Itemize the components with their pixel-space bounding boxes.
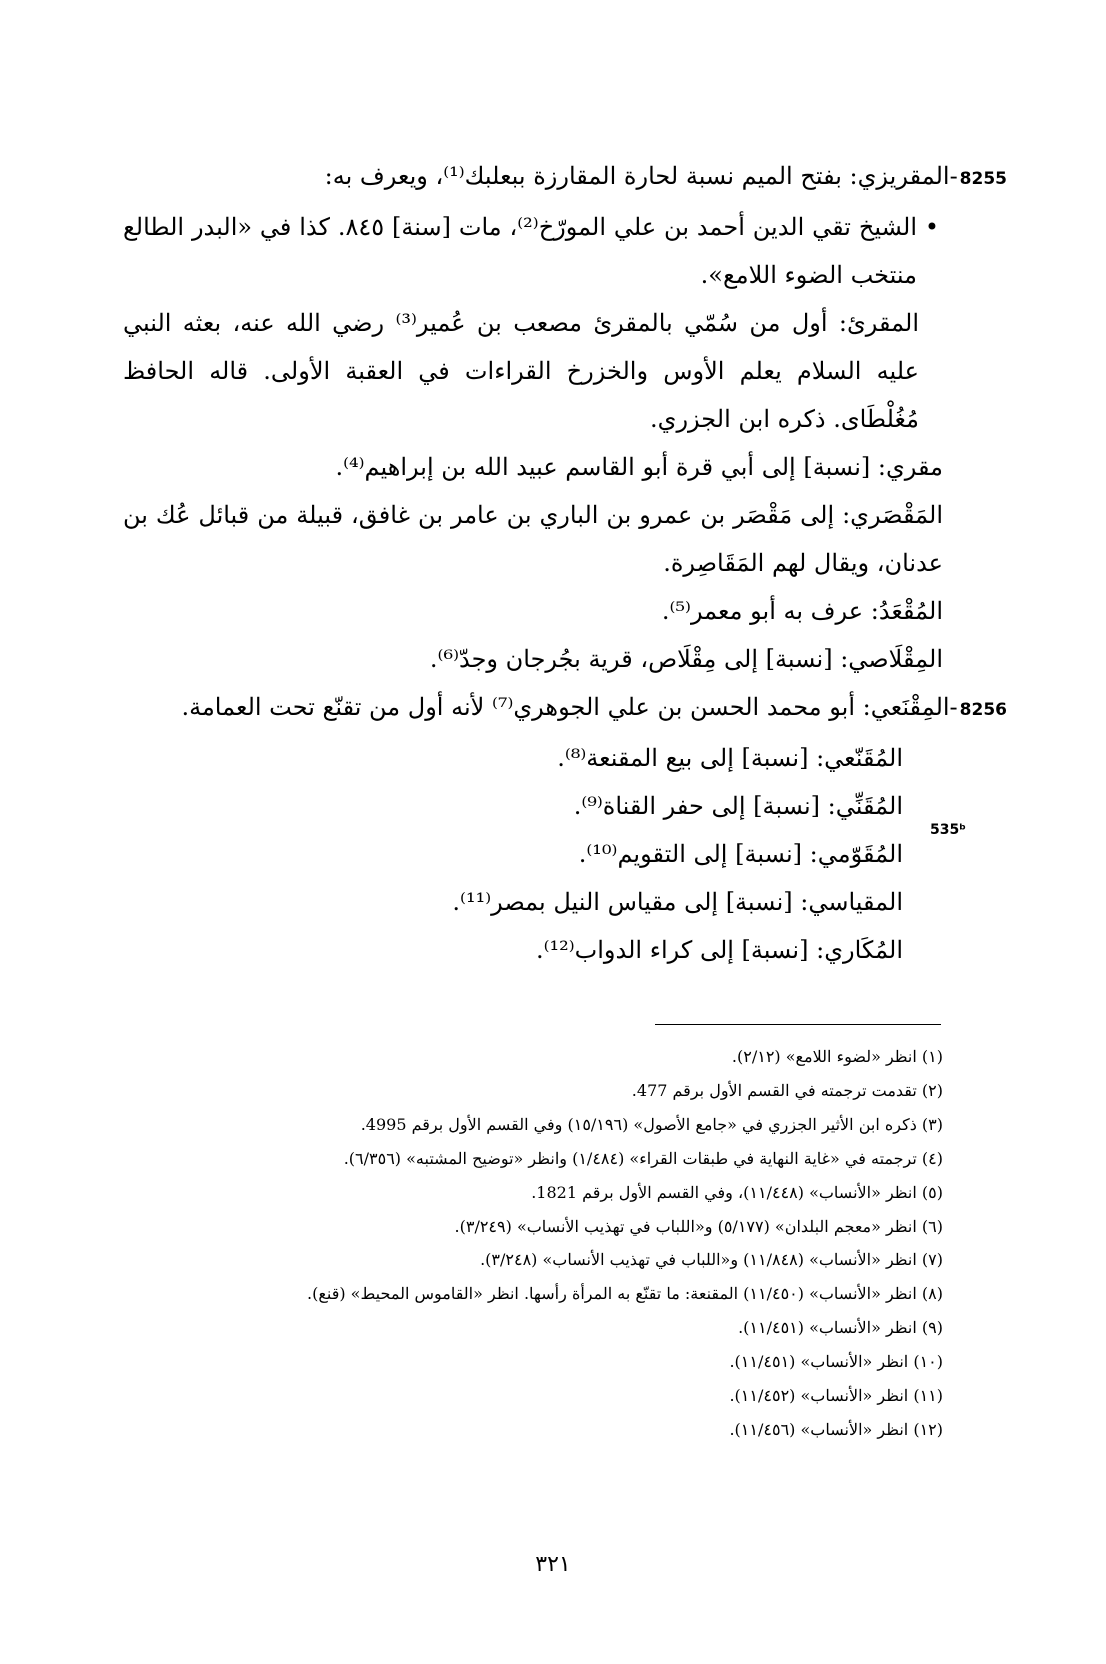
entry-text: المُقَوّمي: [نسبة] إلى التقويم⁽¹⁰⁾. (578, 840, 903, 868)
footnote: (١٢) انظر «الأنساب» (١١/٤٥٦). (729, 1419, 943, 1439)
entry-text: المُقْعَدُ: عرف به أبو معمر⁽⁵⁾. (661, 597, 943, 625)
entry-8256 (123, 683, 1007, 734)
entry-muqanni (123, 782, 943, 830)
footnote: (٤) ترجمته في «غاية النهاية في طبقات القراء» (١/٤٨٤) وانظر «توضيح المشتبه» (٦/٣٥٦). (343, 1148, 943, 1168)
entry-muqri (123, 299, 943, 443)
entry-muqawwimi (123, 830, 943, 878)
entry-text: المُقَنّعي: [نسبة] إلى بيع المقنعة⁽⁸⁾. (557, 744, 903, 772)
page-number: ٣٢١ (535, 1552, 571, 1577)
entry-number: 8255 (959, 169, 1007, 189)
footnote: (١٠) انظر «الأنساب» (١١/٤٥١). (729, 1352, 943, 1372)
entry-text: -المِقْنَعي: أبو محمد الحسن بن علي الجوهري⁽⁷⁾ لأنه أول من تقنّع تحت العمامة. (181, 693, 958, 721)
entry-text: المِقْلَاصي: [نسبة] إلى مِقْلَاص، قرية بجُرجان وجدّ⁽⁶⁾. (429, 645, 943, 673)
footnote: (٣) ذكره ابن الأثير الجزري في «جامع الأصول» (١٥/١٩٦) وفي القسم الأول برقم 4995. (360, 1114, 943, 1134)
footnote: (٦) انظر «معجم البلدان» (٥/١٧٧) و«اللباب في تهذيب الأنساب» (٣/٢٤٩). (454, 1216, 943, 1236)
entry-text: المُكَاري: [نسبة] إلى كراء الدواب⁽¹²⁾. (535, 936, 903, 964)
entry-muqannai (123, 734, 943, 782)
entry-maqsari (123, 491, 943, 587)
footnote: (٢) تقدمت ترجمته في القسم الأول برقم 477. (631, 1080, 943, 1100)
footnotes (123, 1040, 943, 1447)
entry-text: -المقريزي: بفتح الميم نسبة لحارة المقارزة ببعلبك⁽¹⁾، ويعرف به: (324, 162, 958, 190)
footnote-separator (655, 1024, 941, 1025)
entry-text: الشيخ تقي الدين أحمد بن علي المورّخ⁽²⁾، مات [سنة] ٨٤٥. كذا في «البدر الطالع منتخب الضوء اللامع». (123, 213, 917, 289)
manuscript-folio-marker: 535ᵇ (930, 822, 966, 838)
entry-miqyasi (123, 878, 943, 926)
entry-8255 (123, 152, 1007, 203)
entry-number: 8256 (959, 700, 1007, 720)
entry-text: المُقَنِّي: [نسبة] إلى حفر القناة⁽⁹⁾. (573, 792, 903, 820)
footnote: (٨) انظر «الأنساب» (١١/٤٥٠) المقنعة: ما تقنّع به المرأة رأسها. انظر «القاموس المحيط» (قنع). (307, 1284, 943, 1304)
bullet-icon: • (924, 213, 939, 241)
footnote: (٥) انظر «الأنساب» (١١/٤٤٨)، وفي القسم الأول برقم 1821. (531, 1182, 943, 1202)
footnote: (٩) انظر «الأنساب» (١١/٤٥١). (738, 1318, 943, 1338)
footnote: (١١) انظر «الأنساب» (١١/٤٥٢). (729, 1386, 943, 1406)
footnote: (٧) انظر «الأنساب» (١١/٨٤٨) و«اللباب في تهذيب الأنساب» (٣/٢٤٨). (480, 1250, 943, 1270)
entry-text: المَقْصَري: إلى مَقْصَر بن عمرو بن الباري بن عامر بن غافق، قبيلة من قبائل عُك بن عدنان، ويقال لهم المَقَاصِرة. (123, 501, 943, 577)
entry-text: المقرئ: أول من سُمّي بالمقرئ مصعب بن عُمير⁽³⁾ رضي الله عنه، بعثه النبي عليه السلام يعلم الأوس والخزرخ القراءات في العقبة الأولى. قاله الحافظ مُغُلْطَاى. ذكره ابن الجزري. (123, 309, 920, 433)
footnote: (١) انظر «لضوء اللامع» (٢/١٢). (731, 1047, 943, 1066)
entry-muqri-nisba (123, 443, 943, 491)
entry-text: المقياسي: [نسبة] إلى مقياس النيل بمصر⁽¹¹⁾. (452, 888, 903, 916)
entry-miqlasi (123, 635, 943, 683)
entry-bullet-maqrizi (123, 203, 943, 299)
entry-mukari (123, 926, 943, 974)
entry-muqad (123, 587, 943, 635)
entry-text: مقري: [نسبة] إلى أبي قرة أبو القاسم عبيد الله بن إبراهيم⁽⁴⁾. (335, 453, 943, 481)
